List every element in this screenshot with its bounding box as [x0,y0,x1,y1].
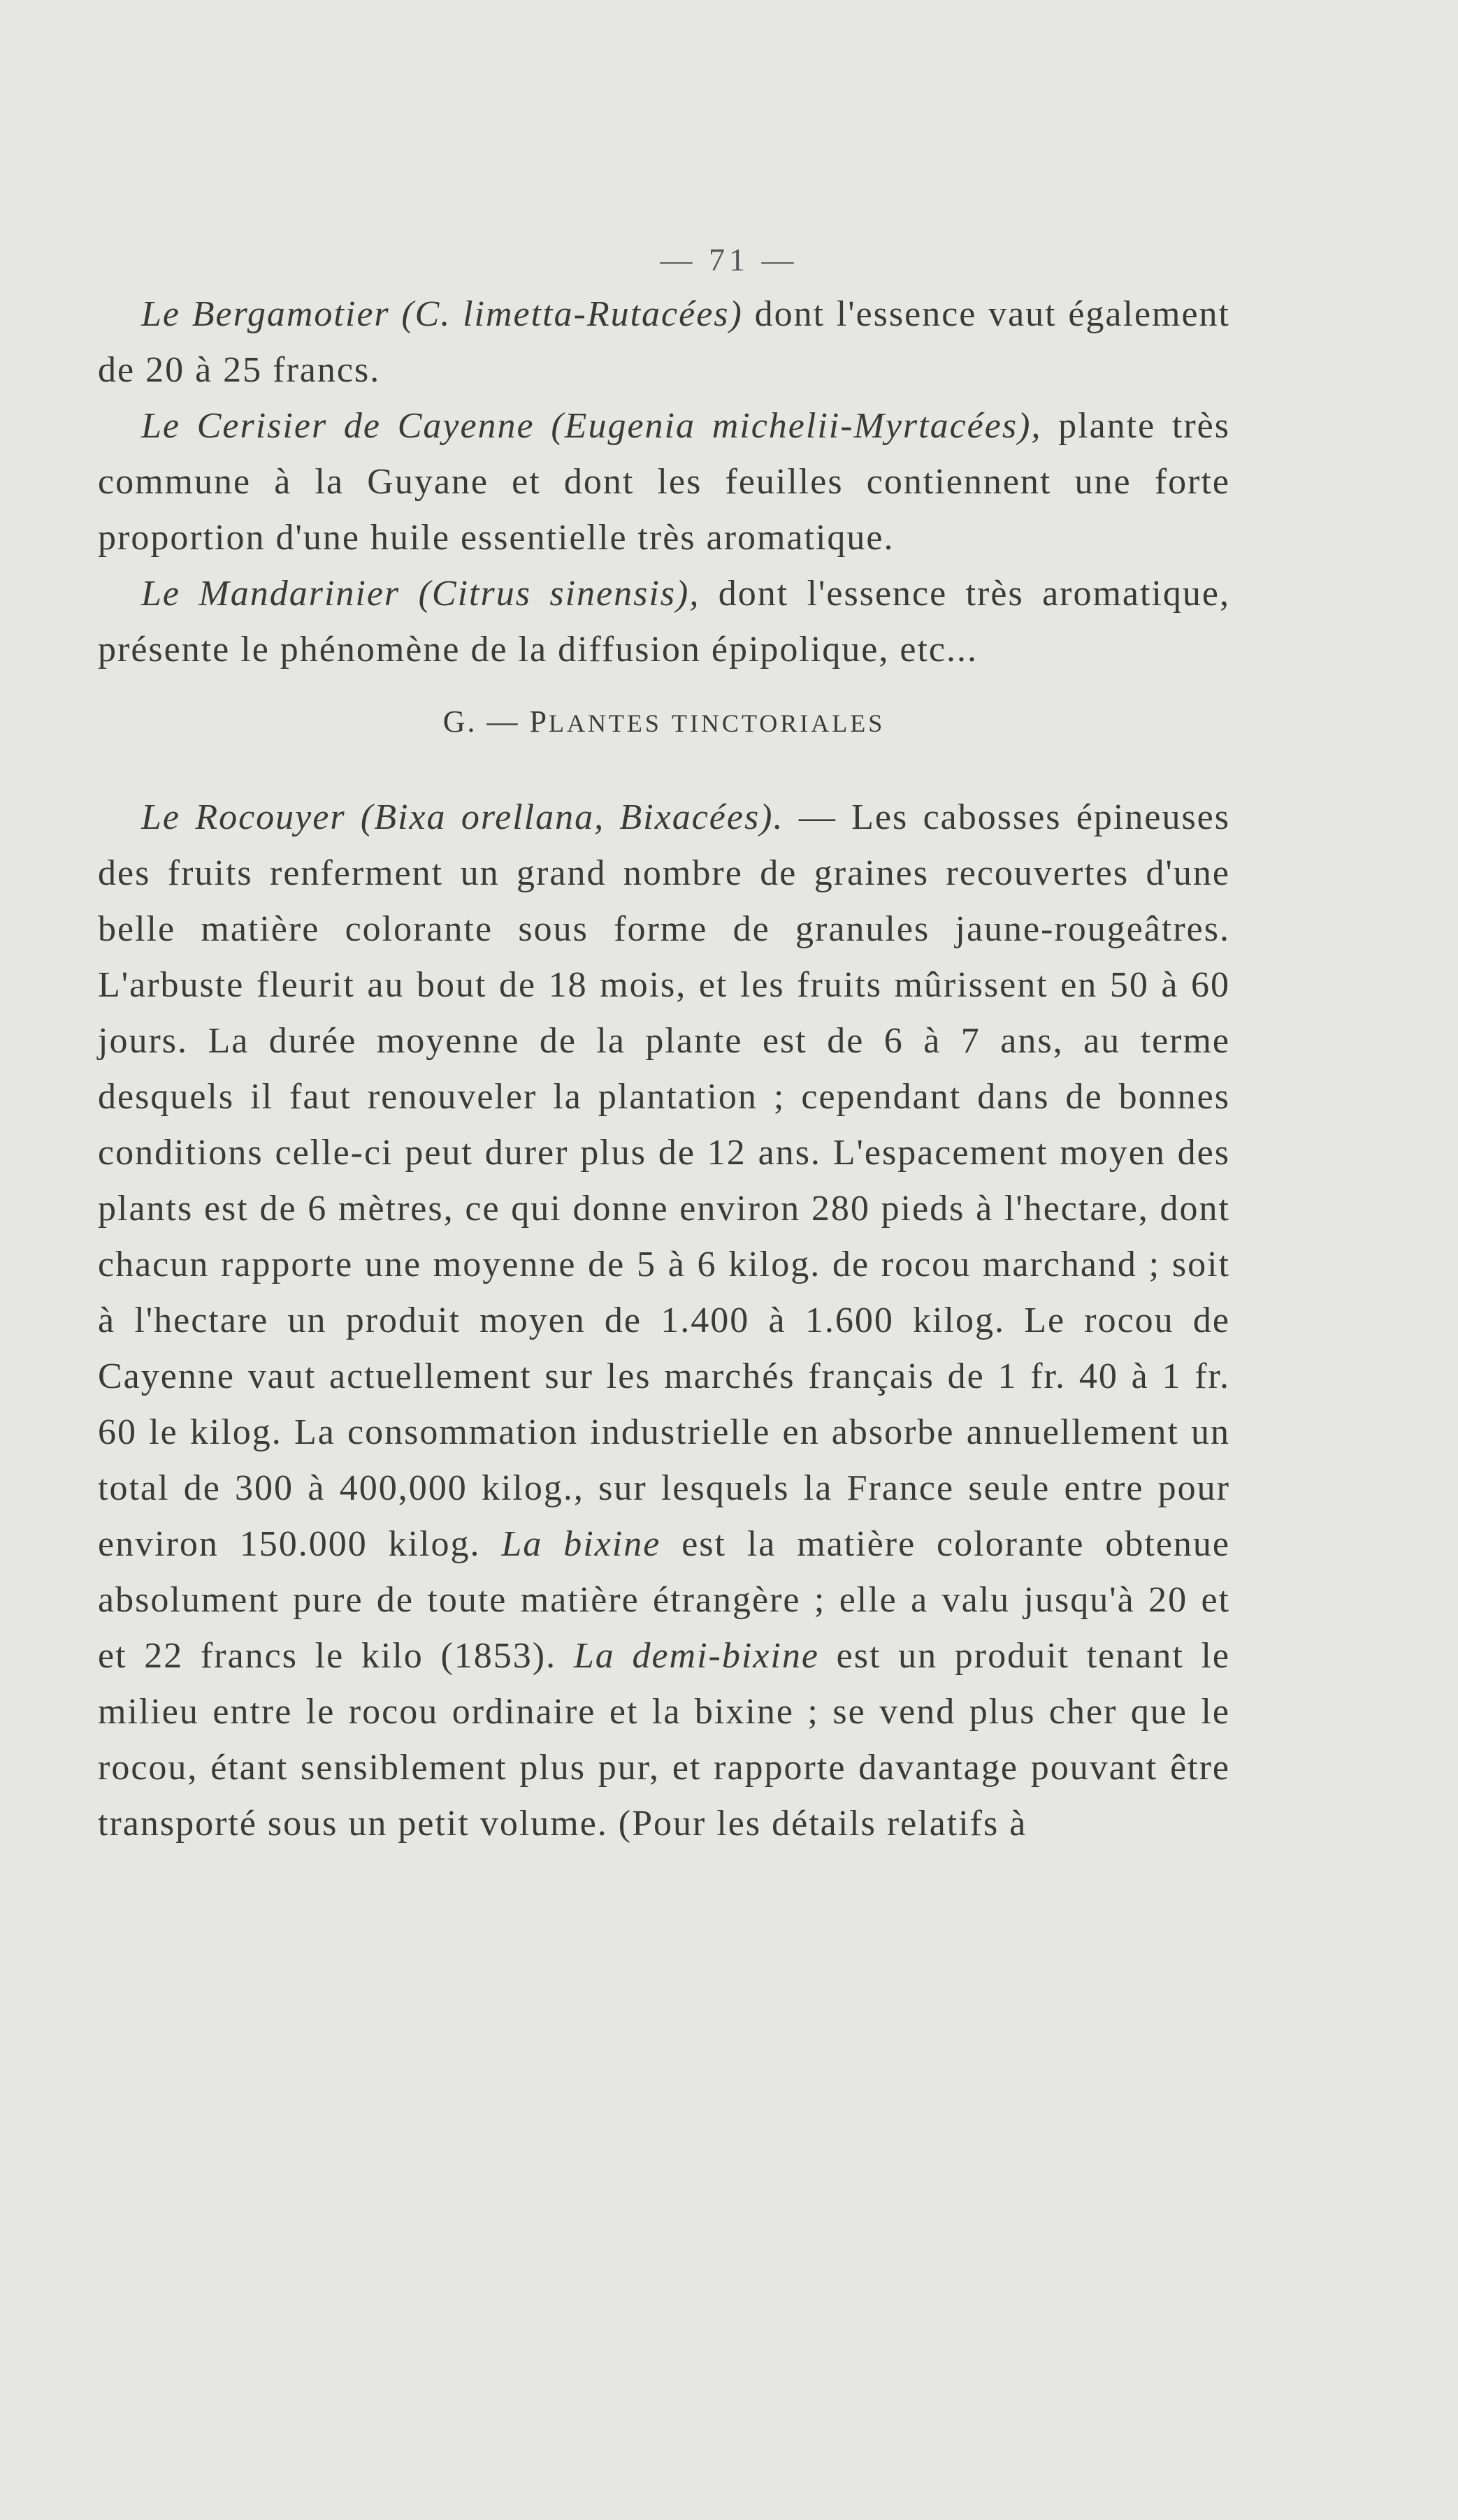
plant-name: Le Rocouyer (Bixa orellana, Bixacées). [141,797,784,837]
paragraph-bergamotier [98,287,1230,398]
paragraph-rocouyer [98,790,1230,1852]
paragraph-text: est la matière colorante obtenue absolument pure de toute matière étrangère ; elle a valu jusqu'à 20 et et 22 francs le kilo (1853). [98,1524,1230,1676]
paragraph-mandarinier [98,566,1230,678]
paragraph-text: — Les cabosses épineuses des fruits renferment un grand nombre de graines recouvertes d'une belle matière colorante sous forme de granules jaune-rougeâtres. L'arbuste fleurit au bout de 18 mois, et les fruits mûrissent en 50 à 60 jours. La durée moyenne de la plante est de 6 à 7 ans, au terme desquels il faut renouveler la plantation ; cependant dans de bonnes conditions celle-ci peut durer plus de 12 ans. L'espacement moyen des plants est de 6 mètres, ce qui donne environ 280 pieds à l'hectare, dont chacun rapporte une moyenne de 5 à 6 kilog. de rocou marchand ; soit à l'hectare un produit moyen de 1.400 à 1.600 kilog. Le rocou de Cayenne vaut actuellement sur les marchés français de 1 fr. 40 à 1 fr. 60 le kilog. La consommation industrielle en absorbe annuellement un total de 300 à 400,000 kilog., sur lesquels la France seule entre pour environ 150.000 kilog. [98,797,1230,1564]
paragraph-text: dont l'essence vaut également de 20 à 25 francs. [98,294,1231,390]
term-bixine: La bixine [501,1524,661,1564]
plant-name: Le Cerisier de Cayenne (Eugenia michelii-Myrtacées), [141,406,1042,446]
paragraph-text: est un produit tenant le milieu entre le rocou ordinaire et la bixine ; se vend plus cher que le rocou, étant sensiblement plus pur, et rapporte davantage pouvant être transporté sous un petit volume. (Pour les détails relatifs à [98,1636,1230,1844]
plant-name: Le Mandarinier (Citrus sinensis), [141,574,700,614]
term-demi-bixine: La demi-bixine [573,1636,819,1676]
page-number: — 71 — [660,242,798,277]
paragraph-text: dont l'essence très aromatique, présente le phénomène de la diffusion épipolique, etc... [98,574,1230,669]
paragraph-cerisier [98,398,1230,566]
page-body [98,287,1230,1852]
plant-name: Le Bergamotier (C. limetta-Rutacées) [141,294,743,334]
paragraph-text: plante très commune à la Guyane et dont les feuilles contiennent une forte proportion d'une huile essentielle très aromatique. [98,406,1231,558]
section-heading: G. — PLANTES TINCTORIALES [442,704,886,739]
